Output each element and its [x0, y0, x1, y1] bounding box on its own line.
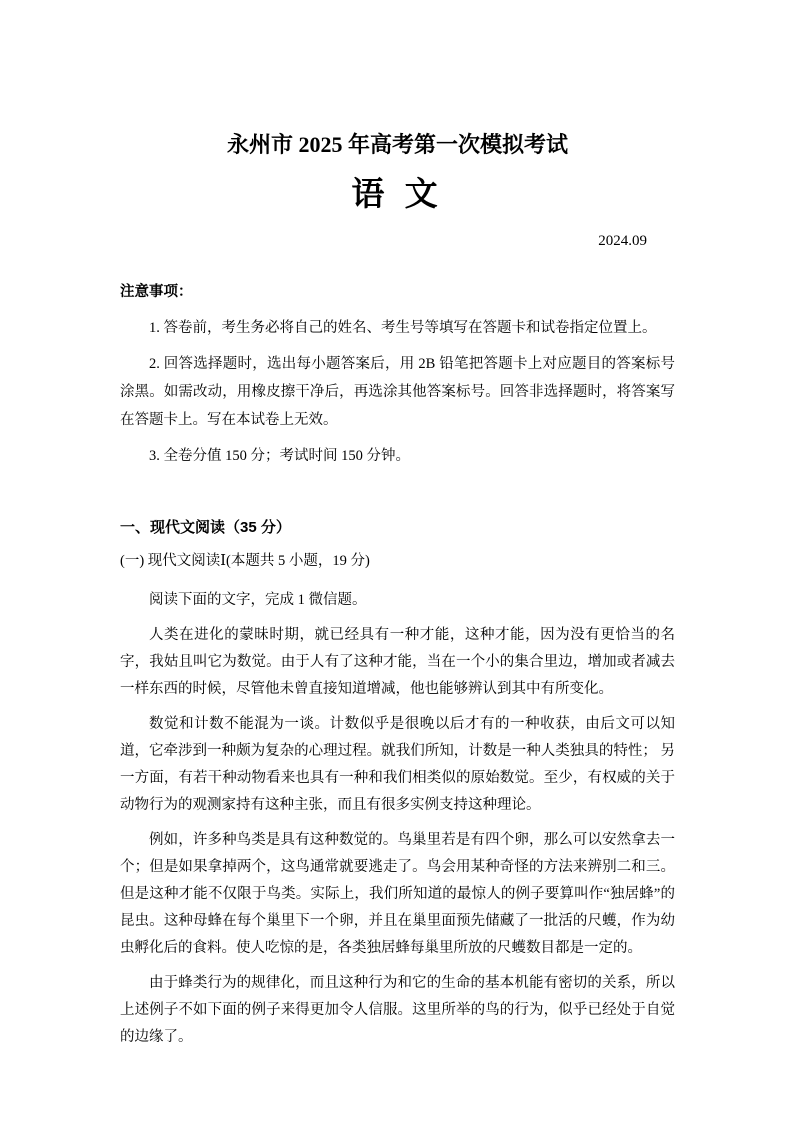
notice-item-2: 2. 回答选择题时，选出每小题答案后，用 2B 铅笔把答题卡上对应题目的答案标号涂黑。如需改动，用橡皮擦干净后，再选涂其他答案标号。回答非选择题时，将答案写在答题卡上。写在本试卷上无效。	[120, 356, 675, 428]
exam-date: 2024.09	[598, 233, 647, 249]
subject-title: 语 文	[351, 177, 444, 213]
section-heading: 一、现代文阅读（35 分）	[120, 519, 291, 536]
exam-title: 永州市 2025 年高考第一次模拟考试	[226, 132, 568, 157]
notices-heading: 注意事项：	[120, 284, 193, 300]
reading-paragraph-1: 人类在进化的蒙昧时期，就已经具有一种才能，这种才能，因为没有更恰当的名字，我姑且叫它为数觉。由于人有了这种才能，当在一个小的集合里边，增加或者减去一样东西的时候，尽管他未曾直接知道增减，他也能够辨认到其中有所变化。	[120, 627, 675, 697]
reading-section	[120, 514, 675, 1051]
notice-item-3: 3. 全卷分值 150 分；考试时间 150 分钟。	[149, 448, 410, 464]
section-subheading: (一) 现代文阅读Ⅰ(本题共 5 小题，19 分)	[120, 553, 370, 569]
notice-item-1: 1. 答卷前，考生务必将自己的姓名、考生号等填写在答题卡和试卷指定位置上。	[149, 320, 657, 336]
reading-paragraph-3: 例如，许多种鸟类是具有这种数觉的。鸟巢里若是有四个卵，那么可以安然拿去一个；但是如果拿掉两个，这鸟通常就要逃走了。鸟会用某种奇怪的方法来辨别二和三。但是这种才能不仅限于鸟类。实际上，我们所知道的最惊人的例子要算叫作“独居蜂”的昆虫。这种母蜂在每个巢里下一个卵，并且在巢里面预先储藏了一批活的尺蠖，作为幼虫孵化后的食料。使人吃惊的是，各类独居蜂每巢里所放的尺蠖数目都是一定的。	[120, 832, 675, 956]
reading-paragraph-2: 数觉和计数不能混为一谈。计数似乎是很晚以后才有的一种收获，由后文可以知道，它牵涉到一种颇为复杂的心理过程。就我们所知，计数是一种人类独具的特性； 另一方面，有若干种动物看来也具有一种和我们相类似的原始数觉。至少，有权威的关于动物行为的观测家持有这种主张，而且有很多实例支持这种理论。	[120, 716, 675, 813]
notices-section	[120, 278, 675, 470]
reading-instruction: 阅读下面的文字，完成 1 微信题。	[149, 592, 367, 608]
reading-paragraph-4: 由于蜂类行为的规律化，而且这种行为和它的生命的基本机能有密切的关系，所以上述例子不如下面的例子来得更加令人信服。这里所举的鸟的行为，似乎已经处于自觉的边缘了。	[120, 975, 675, 1045]
